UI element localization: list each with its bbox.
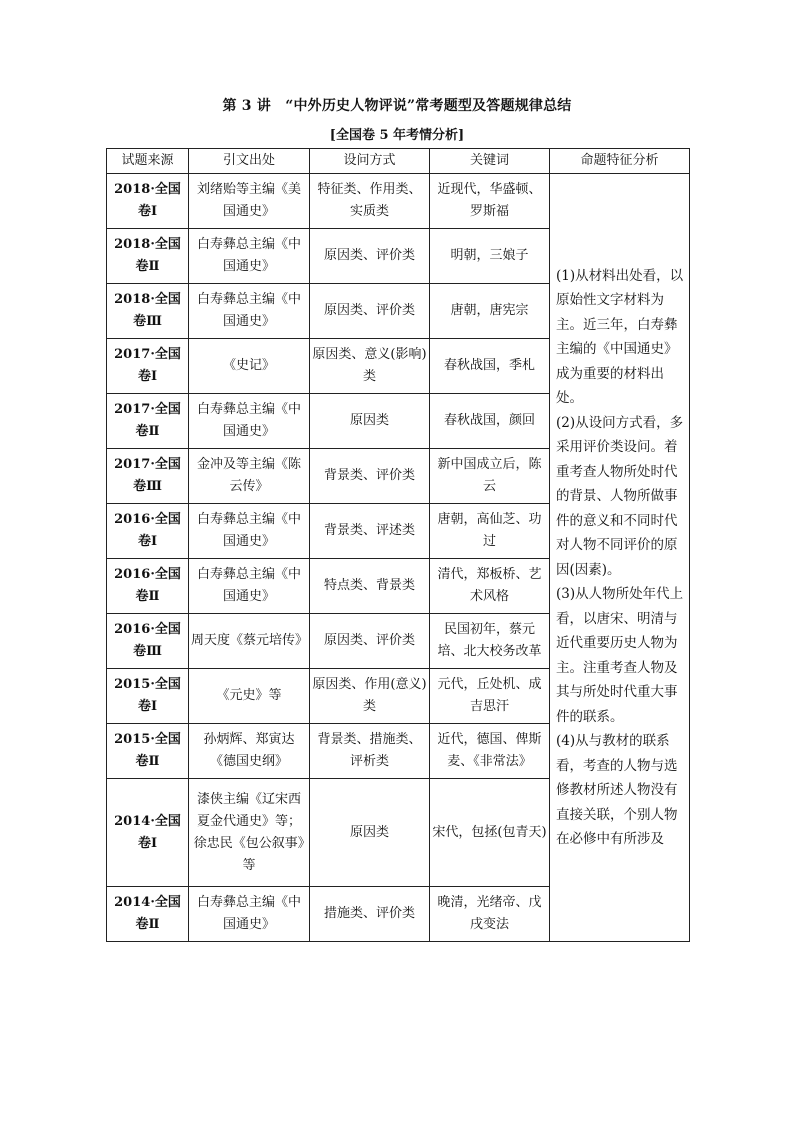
cell-source: 2015·全国卷Ⅰ (107, 669, 189, 724)
exam-analysis-table (106, 148, 690, 942)
table-row (107, 174, 690, 229)
cell-keywords: 唐朝，唐宪宗 (430, 284, 550, 339)
cell-citation: 白寿彝总主编《中国通史》 (189, 887, 310, 942)
cell-keywords: 明朝，三娘子 (430, 229, 550, 284)
cell-citation: 金冲及等主编《陈云传》 (189, 449, 310, 504)
cell-source: 2016·全国卷Ⅰ (107, 504, 189, 559)
cell-question: 特征类、作用类、实质类 (310, 174, 430, 229)
analysis-point-4: (4)从与教材的联系看，考查的人物与选修教材所述人物没有直接关联，个别人物在必修中有所涉及 (556, 733, 678, 847)
page-subtitle: [全国卷 5 年考情分析] (329, 128, 465, 143)
cell-keywords: 晚清，光绪帝、戊戌变法 (430, 887, 550, 942)
column-header-question: 设问方式 (310, 149, 430, 174)
cell-source: 2017·全国卷Ⅰ (107, 339, 189, 394)
cell-keywords: 春秋战国，季札 (430, 339, 550, 394)
cell-source: 2014·全国卷Ⅰ (107, 779, 189, 887)
analysis-point-1: (1)从材料出处看，以原始性文字材料为主。近三年，白寿彝主编的《中国通史》成为重要的材料出处。 (556, 267, 684, 406)
cell-question: 原因类、评价类 (310, 229, 430, 284)
cell-source: 2018·全国卷Ⅰ (107, 174, 189, 229)
cell-question: 背景类、评价类 (310, 449, 430, 504)
cell-citation: 白寿彝总主编《中国通史》 (189, 229, 310, 284)
cell-citation: 《史记》 (189, 339, 310, 394)
table-header-row (107, 149, 690, 174)
cell-question: 措施类、评价类 (310, 887, 430, 942)
cell-question: 背景类、评述类 (310, 504, 430, 559)
cell-question: 原因类、评价类 (310, 284, 430, 339)
cell-question: 原因类 (310, 394, 430, 449)
cell-keywords: 元代，丘处机、成吉思汗 (430, 669, 550, 724)
cell-keywords: 唐朝，高仙芝、功过 (430, 504, 550, 559)
cell-question: 原因类 (310, 779, 430, 887)
column-header-analysis: 命题特征分析 (550, 149, 690, 174)
cell-question: 原因类、意义(影响)类 (310, 339, 430, 394)
page-title: 第 3 讲 “中外历史人物评说”常考题型及答题规律总结 (222, 98, 572, 114)
cell-source: 2018·全国卷Ⅲ (107, 284, 189, 339)
cell-source: 2014·全国卷Ⅱ (107, 887, 189, 942)
cell-citation: 白寿彝总主编《中国通史》 (189, 394, 310, 449)
cell-source: 2017·全国卷Ⅲ (107, 449, 189, 504)
cell-citation: 周天度《蔡元培传》 (189, 614, 310, 669)
cell-keywords: 近代，德国、俾斯麦、《非常法》 (430, 724, 550, 779)
cell-citation: 刘绪贻等主编《美国通史》 (189, 174, 310, 229)
column-header-source: 试题来源 (107, 149, 189, 174)
cell-citation: 漆侠主编《辽宋西夏金代通史》等；徐忠民《包公叙事》等 (189, 779, 310, 887)
cell-source: 2016·全国卷Ⅱ (107, 559, 189, 614)
cell-citation: 《元史》等 (189, 669, 310, 724)
cell-question: 特点类、背景类 (310, 559, 430, 614)
cell-keywords: 春秋战国，颜回 (430, 394, 550, 449)
cell-source: 2017·全国卷Ⅱ (107, 394, 189, 449)
cell-keywords: 民国初年，蔡元培、北大校务改革 (430, 614, 550, 669)
cell-citation: 白寿彝总主编《中国通史》 (189, 504, 310, 559)
cell-question: 原因类、评价类 (310, 614, 430, 669)
cell-question: 原因类、作用(意义)类 (310, 669, 430, 724)
analysis-point-2: (2)从设问方式看，多采用评价类设问。着重考查人物所处时代的背景、人物所做事件的意义和不同时代对人物不同评价的原因(因素)。 (556, 414, 684, 578)
cell-keywords: 新中国成立后，陈云 (430, 449, 550, 504)
column-header-keywords: 关键词 (430, 149, 550, 174)
analysis-point-3: (3)从人物所处年代上看，以唐宋、明清与近代重要历史人物为主。注重考查人物及其与所处时代重大事件的联系。 (556, 586, 684, 725)
cell-citation: 孙炳辉、郑寅达《德国史纲》 (189, 724, 310, 779)
cell-keywords: 宋代，包拯(包青天) (430, 779, 550, 887)
cell-analysis (550, 174, 690, 942)
column-header-citation: 引文出处 (189, 149, 310, 174)
cell-source: 2018·全国卷Ⅱ (107, 229, 189, 284)
cell-source: 2015·全国卷Ⅱ (107, 724, 189, 779)
cell-keywords: 清代，郑板桥、艺术风格 (430, 559, 550, 614)
cell-citation: 白寿彝总主编《中国通史》 (189, 284, 310, 339)
cell-citation: 白寿彝总主编《中国通史》 (189, 559, 310, 614)
cell-keywords: 近现代，华盛顿、罗斯福 (430, 174, 550, 229)
cell-question: 背景类、措施类、评析类 (310, 724, 430, 779)
cell-source: 2016·全国卷Ⅲ (107, 614, 189, 669)
